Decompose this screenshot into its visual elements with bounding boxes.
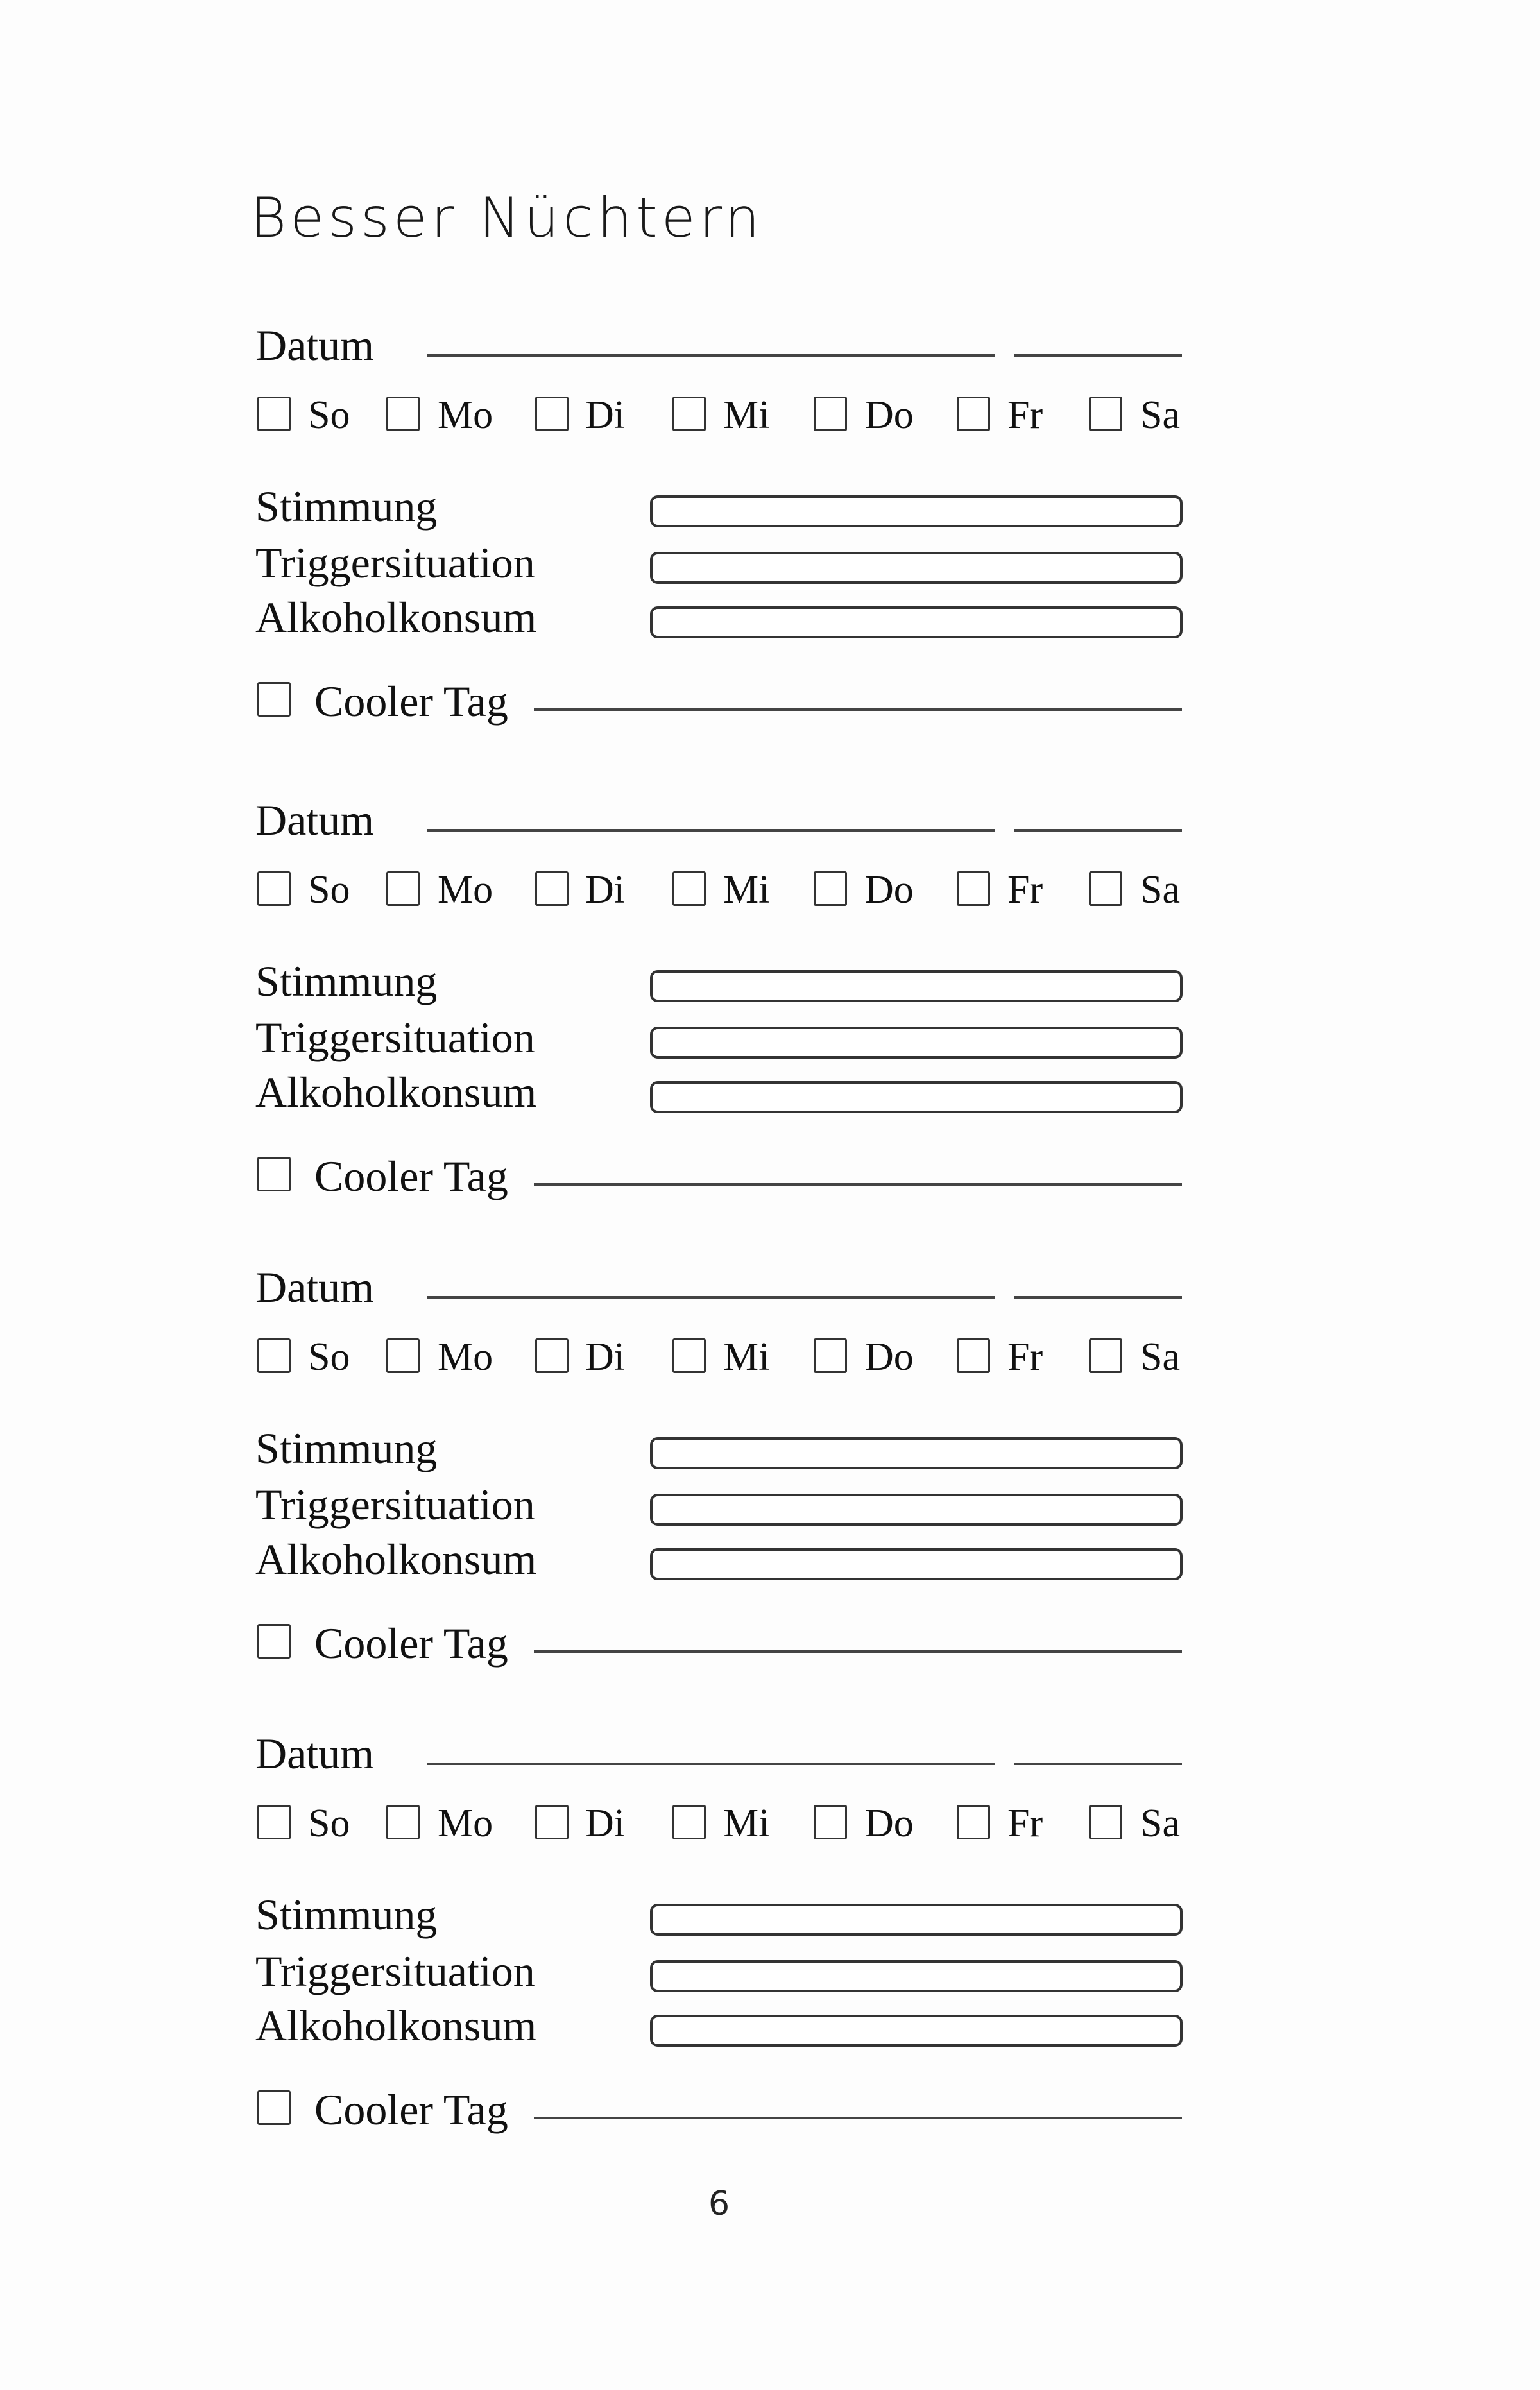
weekday-checkbox-mi[interactable] xyxy=(672,871,706,906)
weekday-label: Fr xyxy=(1007,868,1043,912)
weekday-checkbox-so[interactable] xyxy=(257,397,291,431)
mood-label: Stimmung xyxy=(255,482,438,531)
trigger-field[interactable] xyxy=(650,552,1183,584)
journal-entry xyxy=(0,789,1540,1238)
date-input-line[interactable] xyxy=(427,829,995,832)
weekday-label: Mo xyxy=(438,868,493,912)
weekday-label: So xyxy=(308,393,350,437)
weekday-label: Sa xyxy=(1140,1802,1180,1845)
alcohol-field[interactable] xyxy=(650,1548,1183,1580)
trigger-label: Triggersituation xyxy=(255,1947,535,1995)
alcohol-label: Alkoholkonsum xyxy=(255,1535,537,1583)
alcohol-label: Alkoholkonsum xyxy=(255,593,537,642)
date-extra-input-line[interactable] xyxy=(1014,1763,1182,1765)
weekday-checkbox-so[interactable] xyxy=(257,871,291,906)
weekday-checkbox-do[interactable] xyxy=(814,1338,847,1373)
alcohol-label: Alkoholkonsum xyxy=(255,1068,537,1116)
cool-day-note-line[interactable] xyxy=(534,708,1182,711)
weekday-checkbox-do[interactable] xyxy=(814,397,847,431)
cool-day-checkbox[interactable] xyxy=(257,2090,291,2125)
weekday-label: Do xyxy=(865,1335,914,1379)
date-extra-input-line[interactable] xyxy=(1014,354,1182,357)
weekday-checkbox-di[interactable] xyxy=(535,871,569,906)
trigger-label: Triggersituation xyxy=(255,1480,535,1529)
weekday-label: Sa xyxy=(1140,868,1180,912)
cool-day-label: Cooler Tag xyxy=(314,1152,508,1200)
weekday-label: Di xyxy=(585,393,625,437)
weekday-checkbox-mo[interactable] xyxy=(386,1338,420,1373)
cool-day-checkbox[interactable] xyxy=(257,682,291,717)
journal-entry xyxy=(0,314,1540,764)
weekday-label: So xyxy=(308,868,350,912)
date-input-line[interactable] xyxy=(427,1296,995,1299)
weekday-checkbox-mi[interactable] xyxy=(672,1338,706,1373)
cool-day-checkbox[interactable] xyxy=(257,1624,291,1659)
alcohol-field[interactable] xyxy=(650,1081,1183,1113)
page-number: 6 xyxy=(708,2185,730,2223)
weekday-label: Di xyxy=(585,1802,625,1845)
weekday-label: Fr xyxy=(1007,1802,1043,1845)
date-extra-input-line[interactable] xyxy=(1014,1296,1182,1299)
trigger-label: Triggersituation xyxy=(255,538,535,587)
weekday-checkbox-so[interactable] xyxy=(257,1805,291,1839)
weekday-checkbox-do[interactable] xyxy=(814,1805,847,1839)
weekday-label: Fr xyxy=(1007,1335,1043,1379)
date-label: Datum xyxy=(255,796,375,844)
weekday-label: Do xyxy=(865,1802,914,1845)
cool-day-label: Cooler Tag xyxy=(314,1619,508,1668)
weekday-label: Di xyxy=(585,1335,625,1379)
weekday-label: Sa xyxy=(1140,393,1180,437)
weekday-checkbox-sa[interactable] xyxy=(1089,1805,1122,1839)
mood-label: Stimmung xyxy=(255,1424,438,1472)
cool-day-note-line[interactable] xyxy=(534,1183,1182,1186)
weekday-label: Mi xyxy=(723,393,770,437)
weekday-checkbox-mo[interactable] xyxy=(386,1805,420,1839)
alcohol-label: Alkoholkonsum xyxy=(255,2001,537,2050)
weekday-checkbox-fr[interactable] xyxy=(957,1805,990,1839)
cool-day-note-line[interactable] xyxy=(534,2117,1182,2119)
weekday-checkbox-so[interactable] xyxy=(257,1338,291,1373)
mood-field[interactable] xyxy=(650,495,1183,527)
weekday-checkbox-fr[interactable] xyxy=(957,871,990,906)
alcohol-field[interactable] xyxy=(650,2015,1183,2047)
trigger-field[interactable] xyxy=(650,1494,1183,1526)
weekday-checkbox-fr[interactable] xyxy=(957,1338,990,1373)
cool-day-note-line[interactable] xyxy=(534,1650,1182,1653)
weekday-label: Mi xyxy=(723,868,770,912)
date-input-line[interactable] xyxy=(427,354,995,357)
weekday-checkbox-sa[interactable] xyxy=(1089,397,1122,431)
weekday-checkbox-sa[interactable] xyxy=(1089,1338,1122,1373)
weekday-label: Do xyxy=(865,393,914,437)
weekday-checkbox-fr[interactable] xyxy=(957,397,990,431)
weekday-label: Fr xyxy=(1007,393,1043,437)
weekday-label: Mo xyxy=(438,1335,493,1379)
weekday-label: So xyxy=(308,1335,350,1379)
weekday-checkbox-mi[interactable] xyxy=(672,397,706,431)
weekday-label: Mi xyxy=(723,1335,770,1379)
weekday-checkbox-di[interactable] xyxy=(535,1338,569,1373)
weekday-checkbox-mo[interactable] xyxy=(386,397,420,431)
weekday-label: Do xyxy=(865,868,914,912)
cool-day-checkbox[interactable] xyxy=(257,1157,291,1191)
date-label: Datum xyxy=(255,321,375,370)
page-title: Besser Nüchtern xyxy=(250,186,764,250)
mood-field[interactable] xyxy=(650,970,1183,1002)
weekday-checkbox-mi[interactable] xyxy=(672,1805,706,1839)
date-extra-input-line[interactable] xyxy=(1014,829,1182,832)
trigger-field[interactable] xyxy=(650,1960,1183,1992)
weekday-label: So xyxy=(308,1802,350,1845)
journal-entry xyxy=(0,1723,1540,2172)
date-label: Datum xyxy=(255,1263,375,1311)
cool-day-label: Cooler Tag xyxy=(314,2085,508,2134)
trigger-field[interactable] xyxy=(650,1027,1183,1059)
weekday-label: Di xyxy=(585,868,625,912)
weekday-checkbox-di[interactable] xyxy=(535,397,569,431)
cool-day-label: Cooler Tag xyxy=(314,677,508,726)
trigger-label: Triggersituation xyxy=(255,1013,535,1062)
weekday-label: Sa xyxy=(1140,1335,1180,1379)
weekday-checkbox-mo[interactable] xyxy=(386,871,420,906)
date-input-line[interactable] xyxy=(427,1763,995,1765)
mood-label: Stimmung xyxy=(255,1890,438,1939)
journal-entry xyxy=(0,1256,1540,1705)
weekday-label: Mi xyxy=(723,1802,770,1845)
mood-field[interactable] xyxy=(650,1904,1183,1936)
weekday-checkbox-di[interactable] xyxy=(535,1805,569,1839)
alcohol-field[interactable] xyxy=(650,606,1183,638)
weekday-checkbox-do[interactable] xyxy=(814,871,847,906)
weekday-label: Mo xyxy=(438,393,493,437)
weekday-label: Mo xyxy=(438,1802,493,1845)
weekday-checkbox-sa[interactable] xyxy=(1089,871,1122,906)
mood-label: Stimmung xyxy=(255,957,438,1005)
date-label: Datum xyxy=(255,1729,375,1778)
mood-field[interactable] xyxy=(650,1437,1183,1469)
